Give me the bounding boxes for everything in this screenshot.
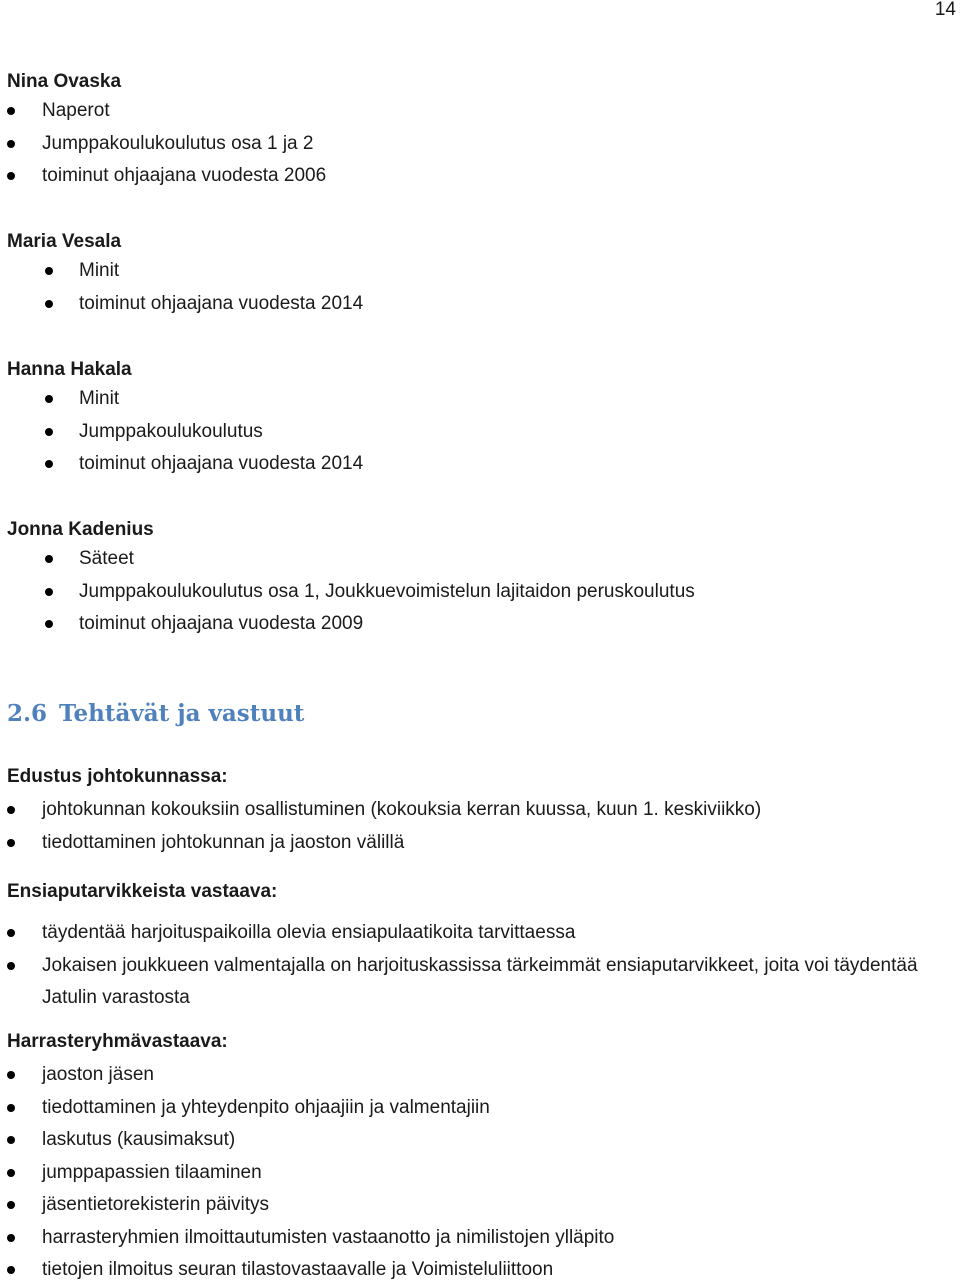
role-block: [7, 880, 950, 1014]
list-item-text: jaoston jäsen: [42, 1064, 154, 1085]
instructor-name: Hanna Hakala: [7, 359, 132, 380]
bullet-icon: [45, 428, 53, 436]
instructor-block: [7, 518, 950, 641]
bullet-icon: [7, 929, 15, 937]
list-item: [7, 950, 950, 1014]
bullet-icon: [7, 1071, 15, 1079]
role-heading: Edustus johtokunnassa:: [7, 766, 228, 787]
bullet-icon: [7, 140, 15, 148]
instructor-items: [7, 255, 950, 320]
list-item-text: toiminut ohjaajana vuodesta 2006: [42, 165, 327, 186]
list-item-text: Jumppakoulukoulutus osa 1 ja 2: [42, 132, 314, 154]
list-item-text: Naperot: [42, 100, 110, 121]
section-number: 2.6: [7, 700, 48, 727]
list-item-text: Jumppakoulukoulutus: [79, 420, 263, 442]
bullet-icon: [45, 555, 53, 563]
bullet-icon: [7, 172, 15, 180]
role-block: [7, 1030, 950, 1287]
list-item: [7, 576, 950, 609]
bullet-icon: [45, 267, 53, 275]
bullet-icon: [7, 839, 15, 847]
instructor-items: [7, 543, 950, 641]
bullet-icon: [45, 300, 53, 308]
bullet-icon: [7, 1169, 15, 1177]
list-item: [7, 383, 950, 416]
list-item: [7, 1157, 950, 1190]
bullet-icon: [7, 1201, 15, 1209]
instructor-name: Jonna Kadenius: [7, 519, 154, 540]
instructor-name: Nina Ovaska: [7, 71, 122, 92]
list-item-text: toiminut ohjaajana vuodesta 2014: [79, 292, 364, 314]
list-item: [7, 160, 950, 193]
list-item: [7, 448, 950, 481]
bullet-icon: [7, 1266, 15, 1274]
bullet-icon: [7, 107, 15, 115]
list-item-text: tiedottaminen johtokunnan ja jaoston välillä: [42, 831, 405, 853]
list-item: [7, 128, 950, 161]
list-item-text: Säteet: [79, 548, 134, 569]
instructor-block: [7, 70, 950, 193]
list-item: [7, 827, 950, 860]
bullet-icon: [45, 460, 53, 468]
list-item-text: Minit: [79, 260, 120, 281]
list-item-text: Jokaisen joukkueen valmentajalla on harjoituskassissa tärkeimmät ensiaputarvikkeet, joita voi täydentää Jatulin varastosta: [42, 954, 918, 1008]
bullet-icon: [45, 395, 53, 403]
bullet-icon: [45, 620, 53, 628]
list-item: [7, 255, 950, 288]
bullet-icon: [7, 1136, 15, 1144]
list-item: [7, 608, 950, 641]
section-title: Tehtävät ja vastuut: [59, 700, 305, 727]
list-item: [7, 543, 950, 576]
list-item-text: tietojen ilmoitus seuran tilastovastaavalle ja Voimisteluliittoon: [42, 1259, 554, 1280]
section-heading: [7, 700, 304, 728]
list-item: [7, 794, 950, 827]
role-items: [7, 917, 950, 1014]
role-block: [7, 765, 950, 859]
list-item: [7, 1189, 950, 1222]
role-items: [7, 794, 950, 859]
instructor-block: [7, 230, 950, 320]
bullet-icon: [7, 962, 15, 970]
list-item: [7, 1254, 950, 1287]
bullet-icon: [7, 806, 15, 814]
instructor-items: [7, 383, 950, 481]
instructor-name: Maria Vesala: [7, 231, 122, 252]
list-item-text: laskutus (kausimaksut): [42, 1129, 236, 1150]
list-item-text: toiminut ohjaajana vuodesta 2014: [79, 453, 364, 474]
list-item: [7, 288, 950, 321]
list-item: [7, 416, 950, 449]
list-item: [7, 1092, 950, 1125]
bullet-icon: [7, 1104, 15, 1112]
bullet-icon: [45, 588, 53, 596]
list-item: [7, 95, 950, 128]
instructor-block: [7, 358, 950, 481]
role-items: [7, 1059, 950, 1287]
list-item: [7, 1222, 950, 1255]
list-item-text: jumppapassien tilaaminen: [42, 1161, 262, 1183]
list-item: [7, 1059, 950, 1092]
instructor-items: [7, 95, 950, 193]
list-item-text: johtokunnan kokouksiin osallistuminen (kokouksia kerran kuussa, kuun 1. keskiviikko): [42, 799, 762, 820]
list-item-text: toiminut ohjaajana vuodesta 2009: [79, 613, 364, 634]
list-item-text: harrasteryhmien ilmoittautumisten vastaanotto ja nimilistojen ylläpito: [42, 1226, 615, 1248]
list-item: [7, 1124, 950, 1157]
list-item: [7, 917, 950, 950]
page-number: 14: [934, 0, 956, 20]
list-item-text: Jumppakoulukoulutus osa 1, Joukkuevoimistelun lajitaidon peruskoulutus: [79, 580, 695, 602]
list-item-text: Minit: [79, 388, 120, 409]
list-item-text: tiedottaminen ja yhteydenpito ohjaajiin ja valmentajiin: [42, 1096, 490, 1118]
bullet-icon: [7, 1234, 15, 1242]
role-heading: Harrasteryhmävastaava:: [7, 1031, 228, 1052]
list-item-text: täydentää harjoituspaikoilla olevia ensiapulaatikoita tarvittaessa: [42, 922, 576, 943]
role-heading: Ensiaputarvikkeista vastaava:: [7, 881, 278, 902]
list-item-text: jäsentietorekisterin päivitys: [42, 1194, 270, 1215]
